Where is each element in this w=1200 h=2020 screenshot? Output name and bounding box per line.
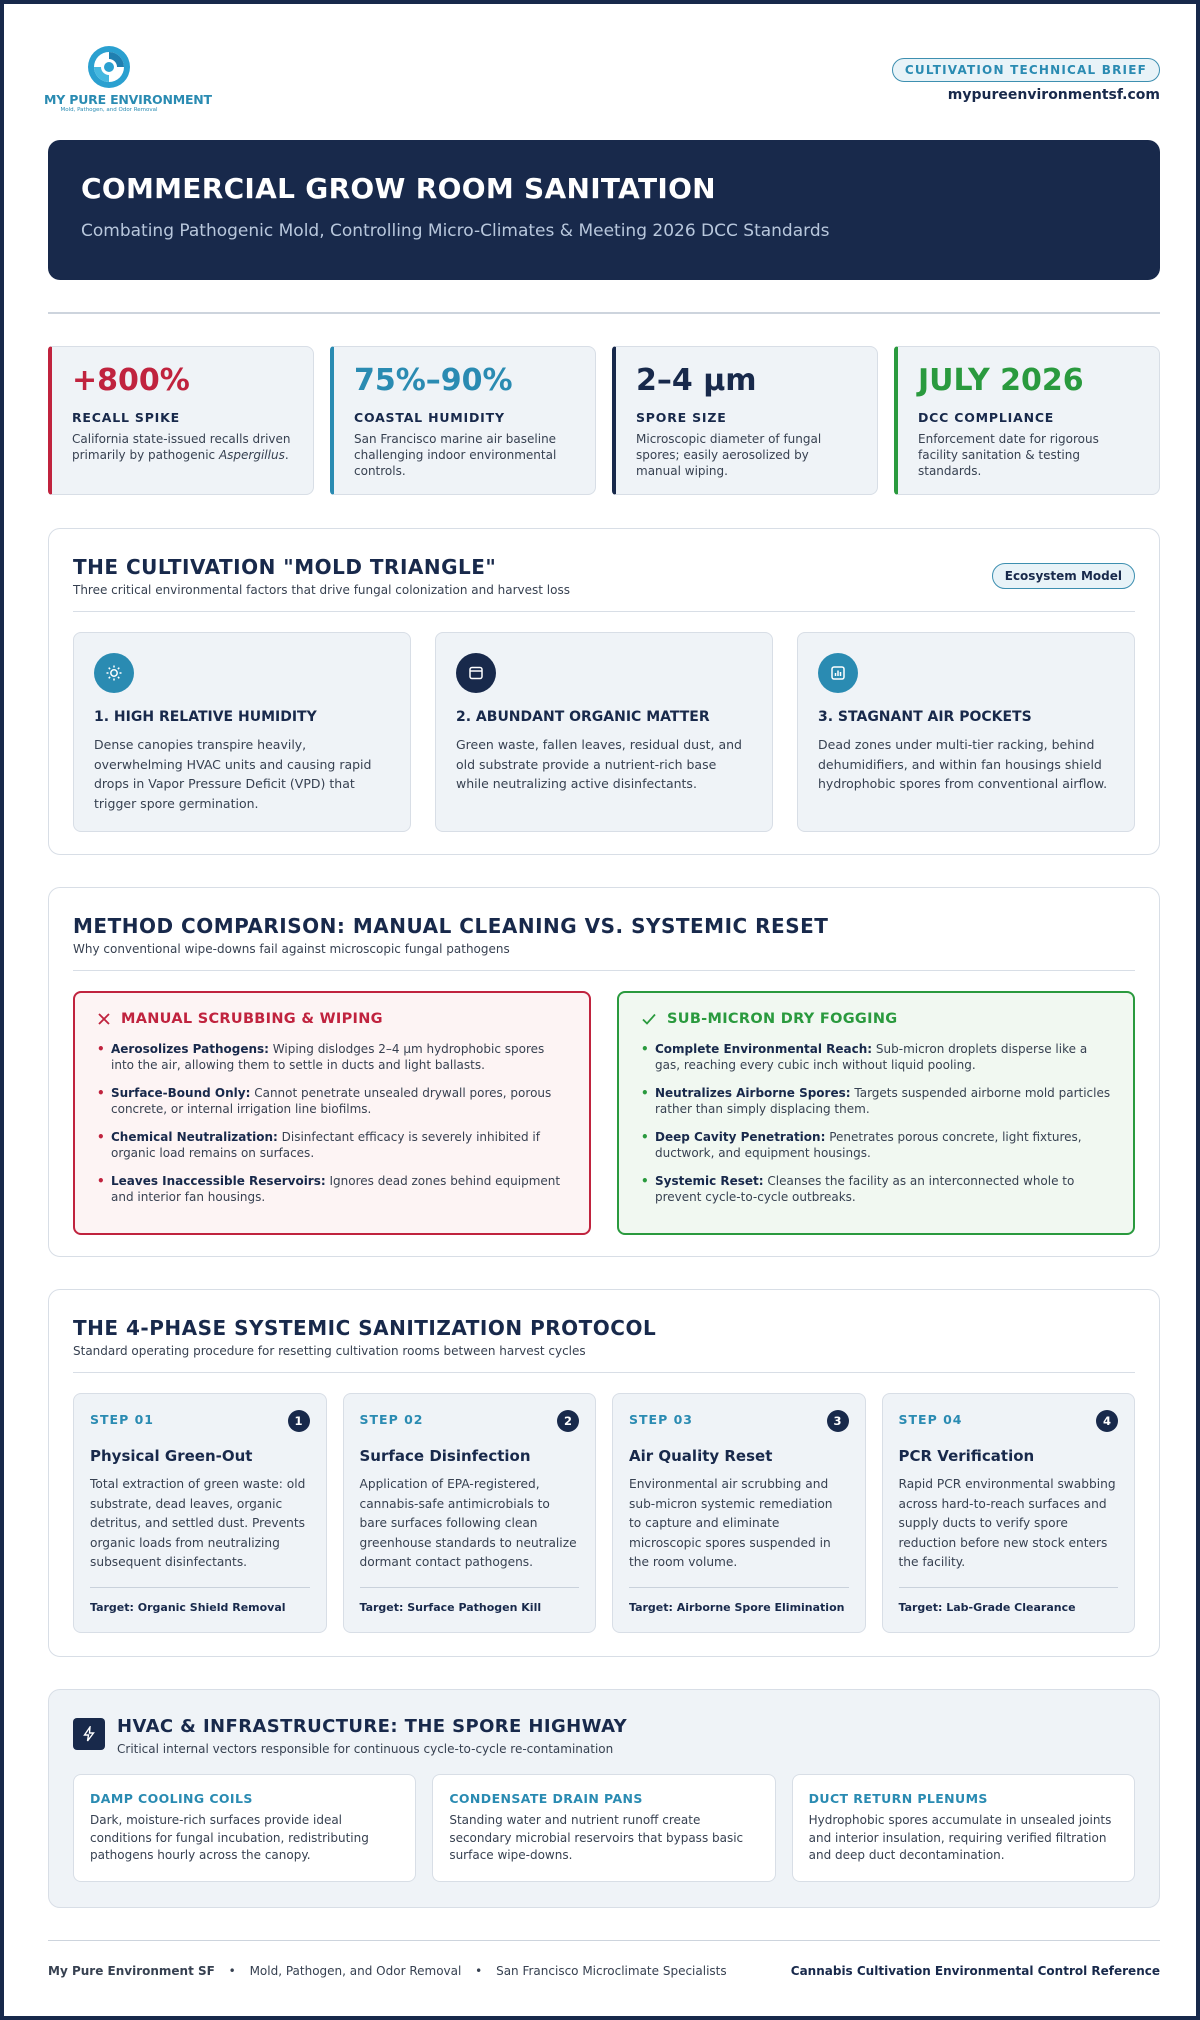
section-subtitle: Critical internal vectors responsible for continuous cycle-to-cycle re-contamination <box>117 1742 614 1756</box>
list-item-text: Cannot penetrate unsealed drywall pores, porous concrete, or internal irrigation line biofilms. <box>111 1086 552 1116</box>
hvac-section <box>48 1689 1160 1908</box>
step-number-badge: 3 <box>827 1410 849 1432</box>
list-item <box>641 1173 1111 1205</box>
fogging-method-card <box>617 991 1135 1235</box>
list-item-title: Deep Cavity Penetration: <box>655 1130 826 1144</box>
list-item-text: Penetrates porous concrete, light fixtures, ductwork, and equipment housings. <box>655 1130 1082 1160</box>
stat-card <box>894 346 1160 495</box>
mold-triangle-section <box>48 528 1160 855</box>
footer-reference: Cannabis Cultivation Environmental Control Reference <box>790 1964 1160 1978</box>
vector-title: CONDENSATE DRAIN PANS <box>449 1791 643 1806</box>
footer-service: Mold, Pathogen, and Odor Removal <box>249 1964 462 1978</box>
stat-value: 2–4 μm <box>636 363 757 398</box>
section-title: THE CULTIVATION "MOLD TRIANGLE" <box>73 555 497 579</box>
logo-name: MY PURE ENVIRONMENT <box>44 92 212 107</box>
bullet-icon: • <box>641 1042 649 1056</box>
step-title: Air Quality Reset <box>629 1447 773 1465</box>
stat-description <box>72 431 293 463</box>
step-title: Physical Green-Out <box>90 1447 253 1465</box>
hero-subtitle: Combating Pathogenic Mold, Controlling Micro-Climates & Meeting 2026 DCC Standards <box>81 221 830 241</box>
list-item-text: Ignores dead zones behind equipment and interior fan housings. <box>111 1174 561 1204</box>
step-card <box>73 1393 327 1633</box>
stat-description: San Francisco marine air baseline challenging indoor environmental controls. <box>354 432 557 478</box>
bar-chart-icon <box>818 653 858 693</box>
step-description: Total extraction of green waste: old substrate, dead leaves, organic detritus, and settled dust. Prevents organic loads from neutralizing subsequent disinfectants. <box>90 1477 306 1569</box>
list-item-text: Targets suspended airborne mold particles rather than simply displacing them. <box>655 1086 1111 1116</box>
list-item-text: Wiping dislodges 2–4 μm hydrophobic spores into the air, allowing them to settle in ducts and light ballasts. <box>111 1042 545 1072</box>
step-title: Surface Disinfection <box>359 1447 531 1465</box>
step-target: Target: Organic Shield Removal <box>90 1601 286 1614</box>
stat-label: DCC COMPLIANCE <box>918 410 1055 425</box>
triangle-card-desc: Dense canopies transpire heavily, overwhelming HVAC units and causing rapid drops in Vapor Pressure Deficit (VPD) that trigger spore germination. <box>94 737 372 811</box>
protocol-section <box>48 1289 1160 1657</box>
step-number: STEP 03 <box>629 1412 693 1427</box>
step-description: Environmental air scrubbing and sub-micron systemic remediation to capture and eliminate microscopic spores suspended in the room volume. <box>629 1477 833 1569</box>
vector-title: DUCT RETURN PLENUMS <box>808 1791 988 1806</box>
stat-card <box>48 346 314 495</box>
step-target: Target: Lab-Grade Clearance <box>898 1601 1076 1614</box>
comparison-grid <box>73 991 1135 1235</box>
step-number-badge: 4 <box>1096 1410 1118 1432</box>
list-item-title: Aerosolizes Pathogens: <box>111 1042 269 1056</box>
footer-brand: My Pure Environment SF <box>48 1964 215 1978</box>
triangle-card-title: 2. ABUNDANT ORGANIC MATTER <box>456 709 710 725</box>
footer-specialty: San Francisco Microclimate Specialists <box>496 1964 727 1978</box>
list-item-title: Chemical Neutralization: <box>111 1130 278 1144</box>
section-divider <box>73 970 1135 971</box>
section-divider <box>73 1372 1135 1373</box>
stat-label: COASTAL HUMIDITY <box>354 410 505 425</box>
bullet-icon: • <box>97 1174 105 1188</box>
header <box>44 4 1160 139</box>
bullet-icon: • <box>641 1086 649 1100</box>
step-card <box>612 1393 866 1633</box>
footer-separator: • <box>228 1964 236 1978</box>
triangle-card-desc: Dead zones under multi-tier racking, behind dehumidifiers, and within fan housings shield hydrophobic spores from conventional airflow. <box>818 737 1108 791</box>
site-url-link[interactable]: mypureenvironmentsf.com <box>947 87 1160 103</box>
list-item-title: Surface-Bound Only: <box>111 1086 251 1100</box>
vector-description: Hydrophobic spores accumulate in unsealed joints and interior insulation, requiring verified filtration and deep duct decontamination. <box>808 1813 1112 1862</box>
footer-separator: • <box>475 1964 483 1978</box>
step-divider <box>629 1587 849 1588</box>
triangle-card-title: 3. STAGNANT AIR POCKETS <box>818 709 1032 725</box>
list-item-title: Systemic Reset: <box>655 1174 764 1188</box>
section-subtitle: Why conventional wipe-downs fail against microscopic fungal pathogens <box>73 942 510 956</box>
lightning-icon <box>73 1718 105 1750</box>
list-item <box>97 1173 567 1205</box>
list-item <box>97 1129 567 1161</box>
stats-row <box>48 346 1160 495</box>
step-number-badge: 1 <box>288 1410 310 1432</box>
hvac-vectors <box>73 1774 1135 1882</box>
vector-card <box>792 1774 1135 1882</box>
sun-icon <box>94 653 134 693</box>
method-comparison-section <box>48 887 1160 1257</box>
bullet-icon: • <box>641 1174 649 1188</box>
list-item <box>641 1129 1111 1161</box>
stat-card <box>612 346 878 495</box>
close-icon <box>97 1012 111 1026</box>
triangle-card-organic <box>435 632 773 832</box>
triangle-card-title: 1. HIGH RELATIVE HUMIDITY <box>94 709 317 725</box>
section-subtitle: Three critical environmental factors that drive fungal colonization and harvest loss <box>73 583 570 597</box>
section-divider <box>73 611 1135 612</box>
vector-description: Dark, moisture-rich surfaces provide ideal conditions for fungal incubation, redistributing pathogens hourly across the canopy. <box>90 1813 369 1862</box>
vector-card <box>73 1774 416 1882</box>
list-item-title: Neutralizes Airborne Spores: <box>655 1086 851 1100</box>
list-item <box>641 1085 1111 1117</box>
manual-method-heading <box>97 1011 567 1027</box>
manual-method-card <box>73 991 591 1235</box>
stat-value: +800% <box>72 363 190 398</box>
ecosystem-model-badge: Ecosystem Model <box>992 563 1135 589</box>
bullet-icon: • <box>97 1130 105 1144</box>
stat-label: RECALL SPIKE <box>72 410 180 425</box>
vector-card <box>432 1774 775 1882</box>
step-card <box>882 1393 1136 1633</box>
checkmark-icon <box>641 1012 657 1026</box>
brief-badge: CULTIVATION TECHNICAL BRIEF <box>892 58 1160 82</box>
list-item <box>641 1041 1111 1073</box>
stat-desc-emphasis: Aspergillus <box>218 448 285 462</box>
step-divider <box>899 1587 1119 1588</box>
step-number-badge: 2 <box>557 1410 579 1432</box>
vector-title: DAMP COOLING COILS <box>90 1791 253 1806</box>
hvac-header <box>73 1716 1135 1756</box>
step-target: Target: Airborne Spore Elimination <box>629 1601 845 1614</box>
footer-left <box>48 1964 727 1978</box>
list-item-title: Leaves Inaccessible Reservoirs: <box>111 1174 326 1188</box>
list-item <box>97 1085 567 1117</box>
triangle-card-humidity <box>73 632 411 832</box>
step-number: STEP 04 <box>898 1412 963 1427</box>
list-item <box>97 1041 567 1073</box>
logo[interactable] <box>44 44 212 113</box>
bullet-icon: • <box>97 1086 105 1100</box>
manual-method-title: MANUAL SCRUBBING & WIPING <box>121 1011 383 1027</box>
hero-banner <box>48 140 1160 280</box>
step-description: Rapid PCR environmental swabbing across hard-to-reach surfaces and supply ducts to verify spore reduction before new stock enters the facility. <box>898 1477 1116 1569</box>
list-item-text: Sub-micron droplets disperse like a gas, reaching every cubic inch without liquid pooling. <box>655 1042 1088 1072</box>
step-target: Target: Surface Pathogen Kill <box>359 1601 542 1614</box>
list-item-title: Complete Environmental Reach: <box>655 1042 873 1056</box>
stat-desc-text: California state-issued recalls driven primarily by pathogenic <box>72 432 291 462</box>
list-item-text: Disinfectant efficacy is severely inhibited if organic load remains on surfaces. <box>111 1130 540 1160</box>
step-description: Application of EPA-registered, cannabis-safe antimicrobials to bare surfaces following clean greenhouse standards to neutralize dormant contact pathogens. <box>359 1477 577 1569</box>
fogging-method-title: SUB-MICRON DRY FOGGING <box>667 1011 898 1027</box>
fogging-method-heading <box>641 1011 1111 1027</box>
triangle-card-air <box>797 632 1135 832</box>
bullet-icon: • <box>641 1130 649 1144</box>
section-subtitle: Standard operating procedure for resetting cultivation rooms between harvest cycles <box>73 1344 586 1358</box>
vector-description: Standing water and nutrient runoff create secondary microbial reservoirs that bypass basic surface wipe-downs. <box>449 1813 744 1862</box>
hero-title: COMMERCIAL GROW ROOM SANITATION <box>81 172 716 205</box>
step-divider <box>360 1587 580 1588</box>
logo-mark-icon <box>86 44 132 90</box>
logo-tagline: Mold, Pathogen, and Odor Removal <box>60 107 158 113</box>
stat-card <box>330 346 596 495</box>
stat-label: SPORE SIZE <box>636 410 727 425</box>
stat-description: Microscopic diameter of fungal spores; easily aerosolized by manual wiping. <box>636 432 822 478</box>
manual-method-list <box>97 1041 567 1205</box>
footer-divider <box>48 1940 1160 1941</box>
step-number: STEP 02 <box>359 1412 424 1427</box>
section-title: HVAC & INFRASTRUCTURE: THE SPORE HIGHWAY <box>117 1716 628 1737</box>
section-title: THE 4-PHASE SYSTEMIC SANITIZATION PROTOCOL <box>73 1316 657 1340</box>
bullet-icon: • <box>97 1042 105 1056</box>
footer <box>48 1964 1160 1978</box>
step-title: PCR Verification <box>898 1447 1035 1465</box>
box-icon <box>456 653 496 693</box>
page <box>44 4 1160 1978</box>
section-title: METHOD COMPARISON: MANUAL CLEANING VS. SYSTEMIC RESET <box>73 914 829 938</box>
step-card <box>343 1393 597 1633</box>
triangle-cards <box>73 632 1135 832</box>
divider <box>48 312 1160 314</box>
step-divider <box>90 1587 310 1588</box>
hvac-heading <box>117 1716 627 1756</box>
stat-desc-end: . <box>284 448 289 462</box>
stat-description: Enforcement date for rigorous facility sanitation & testing standards. <box>918 432 1099 478</box>
triangle-card-desc: Green waste, fallen leaves, residual dust, and old substrate provide a nutrient-rich base while neutralizing active disinfectants. <box>456 737 742 791</box>
fogging-method-list <box>641 1041 1111 1205</box>
stat-value: 75%–90% <box>354 363 513 398</box>
list-item-text: Cleanses the facility as an interconnected whole to prevent cycle-to-cycle outbreaks. <box>655 1174 1075 1204</box>
stat-value: JULY 2026 <box>918 363 1084 398</box>
step-number: STEP 01 <box>90 1412 154 1427</box>
protocol-steps <box>73 1393 1135 1633</box>
